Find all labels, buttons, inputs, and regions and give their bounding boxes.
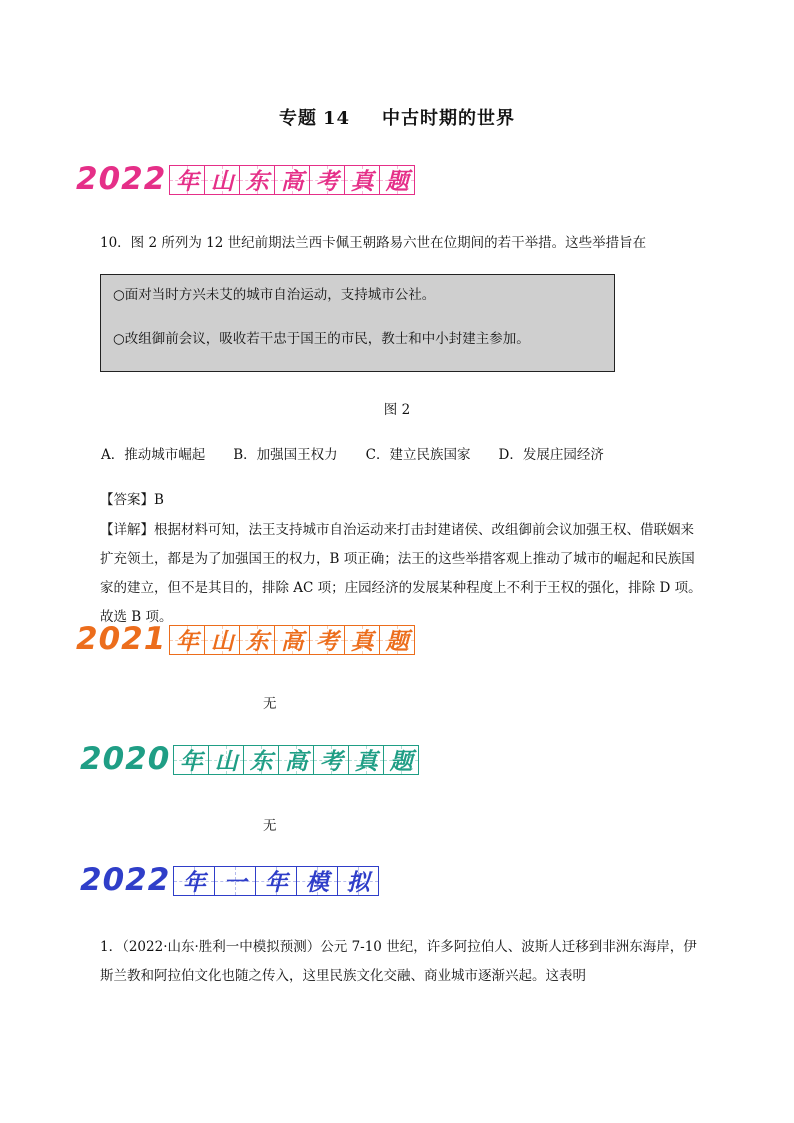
banner-char-cell: 高 [278,745,314,775]
banner-char-cell: 真 [344,165,380,195]
banner-char-cell: 题 [379,625,415,655]
figure-2-box [100,274,615,372]
banner-char-cell: 东 [239,625,275,655]
banner-char-cell: 考 [309,165,345,195]
banner-char-cell: 高 [274,165,310,195]
banner-char-cell: 年 [169,625,205,655]
banner-char-cell: 年 [173,745,209,775]
banner-char-cell: 年 [169,165,205,195]
banner-2020-shandong-exam [80,741,419,777]
banner-char-cell: 东 [243,745,279,775]
page-title [0,104,794,130]
banner-char-cell: 拟 [337,866,379,896]
banner-char-cell: 山 [208,745,244,775]
figure-box-line: ○改组御前会议，吸收若干忠于国王的市民，教士和中小封建主参加。 [113,331,530,347]
question-1-stem: 1．（2022·山东·胜利一中模拟预测）公元 7-10 世纪，许多阿拉伯人、波斯人迁移到非洲东海岸，伊斯兰教和阿拉伯文化也随之传入，这里民族文化交融、商业城市逐渐兴起。这表明 [100,939,697,984]
figure-box-line: ○面对当时方兴未艾的城市自治运动，支持城市公社。 [113,287,436,303]
banner-char-cell: 东 [239,165,275,195]
figure-caption: 图 2 [383,402,411,418]
answer-detail: 【详解】根据材料可知，法王支持城市自治运动来打击封建诸侯、改组御前会议加强王权、借联姻来扩充领土，都是为了加强国王的权力，B 项正确；法王的这些举措客观上推动了城市的崛起和民族国家的建立，但不是其目的，排除 AC 项；庄园经济的发展某种程度上不利于王权的强化，排除 D 项。故选 B 项。 [100,522,702,625]
banner-char-cell: 题 [379,165,415,195]
banner-char-cell: 模 [296,866,338,896]
option-d: D．发展庄园经济 [498,447,604,463]
banner-char-cell: 真 [348,745,384,775]
title-number: 14 [322,108,351,129]
title-prefix: 专题 [278,108,317,129]
option-b: B．加强国王权力 [233,447,338,463]
option-c: C．建立民族国家 [365,447,471,463]
banner-char-cell: 题 [383,745,419,775]
title-main: 中古时期的世界 [382,108,516,129]
option-a: A．推动城市崛起 [101,447,206,463]
banner-char-cell: 年 [173,866,215,896]
banner-year: 2022 [80,862,171,898]
banner-2022-shandong-exam [76,161,415,197]
none-text-2021: 无 [263,696,277,712]
answer-label: 【答案】B [100,492,164,508]
banner-char-cell: 山 [204,165,240,195]
banner-year: 2021 [76,621,167,657]
banner-2021-shandong-exam [76,621,415,657]
banner-year: 2020 [80,741,171,777]
banner-2022-mock-exam [80,862,379,898]
banner-char-cell: 真 [344,625,380,655]
question-10-stem: 10．图 2 所列为 12 世纪前期法兰西卡佩王朝路易六世在位期间的若干举措。这些举措旨在 [100,235,647,251]
banner-year: 2022 [76,161,167,197]
banner-char-cell: 一 [214,866,256,896]
banner-char-cell: 考 [313,745,349,775]
banner-char-cell: 年 [255,866,297,896]
none-text-2020: 无 [263,818,277,834]
banner-char-cell: 考 [309,625,345,655]
banner-char-cell: 高 [274,625,310,655]
banner-char-cell: 山 [204,625,240,655]
question-10-options [101,443,632,463]
